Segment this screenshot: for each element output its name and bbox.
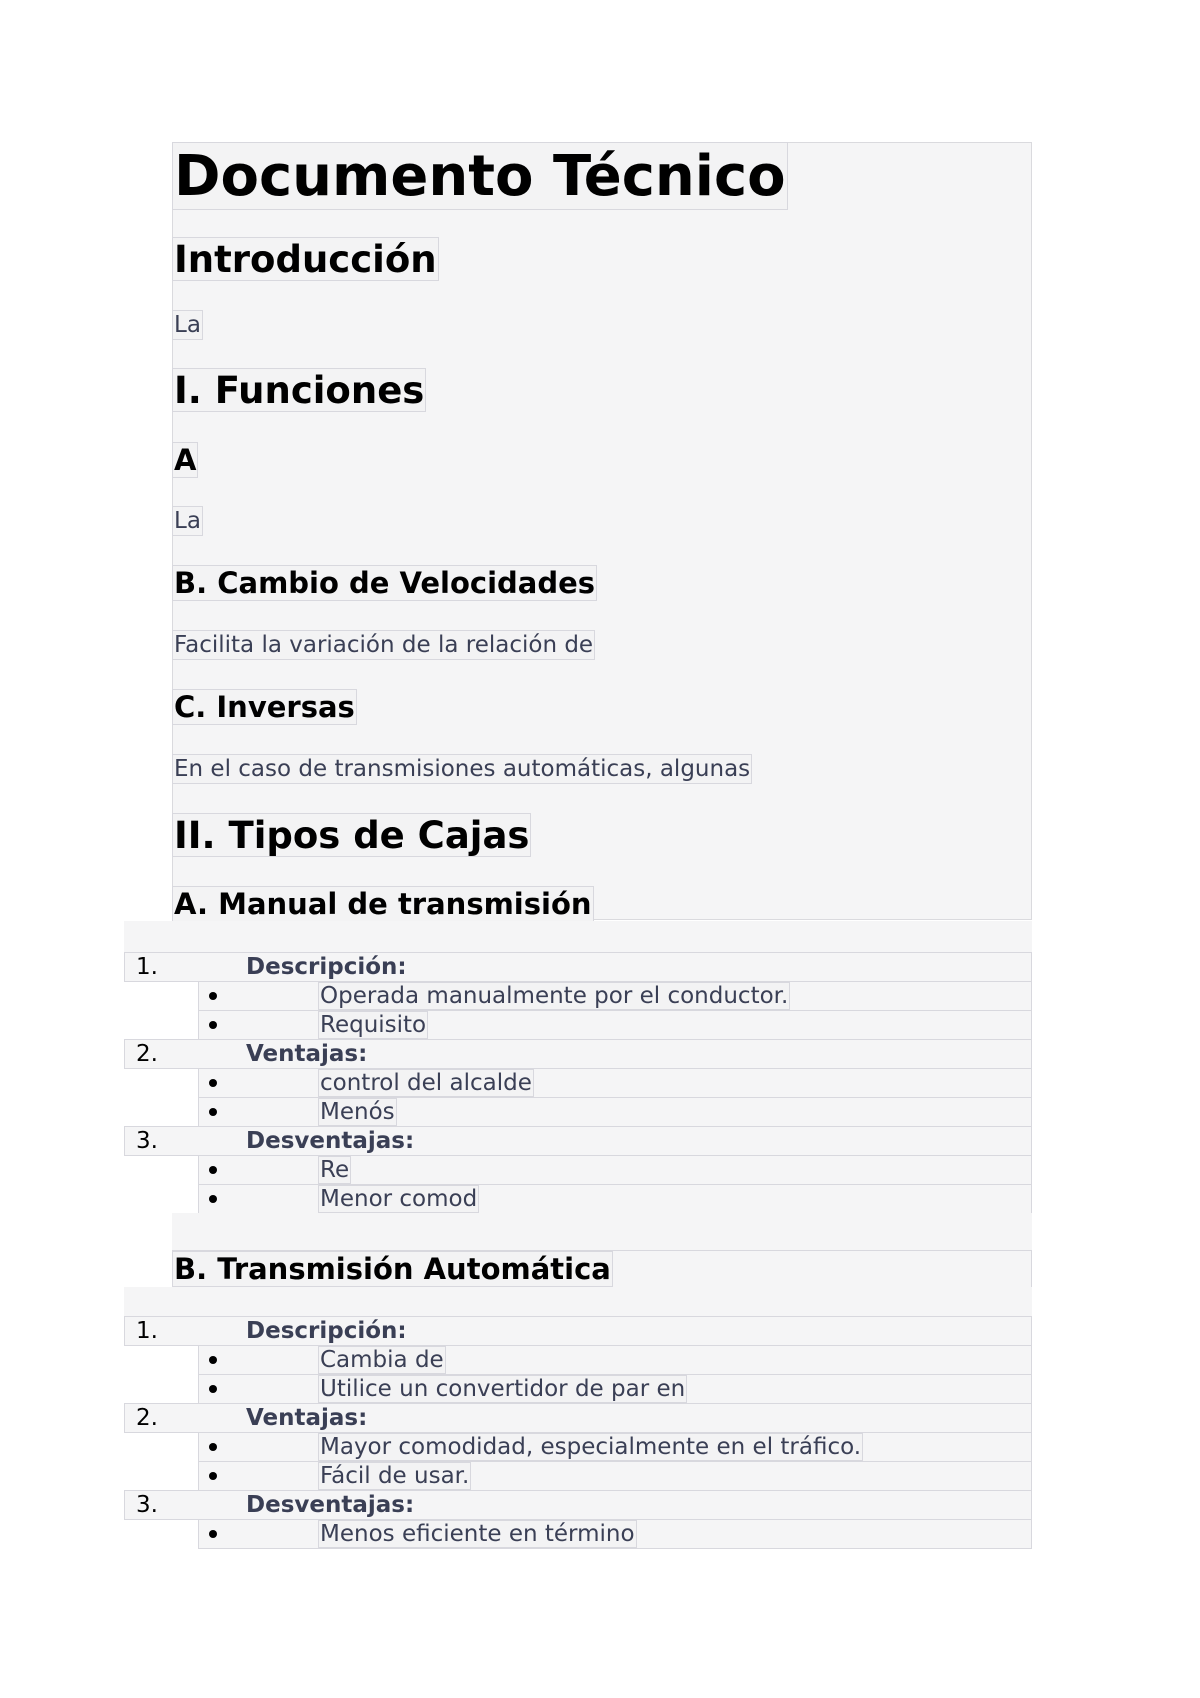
sub-a-text: La (174, 508, 201, 534)
sub-c-heading: C. Inversas (174, 690, 355, 724)
bullet-text: Menós (320, 1099, 395, 1125)
bullet-icon (209, 1079, 217, 1087)
bullet-icon (209, 1385, 217, 1393)
bullet-text: Re (320, 1157, 350, 1183)
list-label: Desventajas: (246, 1492, 415, 1518)
list-label: Desventajas: (246, 1128, 415, 1154)
bullet-icon (209, 1356, 217, 1364)
list-number: 3. (136, 1492, 158, 1518)
list-number: 2. (136, 1041, 158, 1067)
bullet-icon (209, 1195, 217, 1203)
auto-heading-band (172, 1213, 1032, 1251)
bullet-icon (209, 1443, 217, 1451)
auto-heading: B. Transmisión Automática (174, 1252, 611, 1286)
bullet-icon (209, 1166, 217, 1174)
bullet-text: Utilice un convertidor de par en (320, 1376, 686, 1402)
bullet-icon (209, 1472, 217, 1480)
sub-a-heading: A (174, 443, 197, 477)
bullet-text: Menor comod (320, 1186, 478, 1212)
list-label: Descripción: (246, 954, 407, 980)
bullet-text: control del alcalde (320, 1070, 532, 1096)
list-number: 1. (136, 954, 158, 980)
manual-list-band (124, 921, 1032, 953)
bullet-text: Operada manualmente por el conductor. (320, 983, 789, 1009)
list-number: 2. (136, 1405, 158, 1431)
section2-heading: II. Tipos de Cajas (174, 814, 530, 857)
bullet-text: Requisito (320, 1012, 427, 1038)
list-label: Descripción: (246, 1318, 407, 1344)
document-title: Documento Técnico (174, 144, 786, 209)
sub-b-text: Facilita la variación de la relación de (174, 632, 594, 658)
bullet-icon (209, 1108, 217, 1116)
bullet-icon (209, 992, 217, 1000)
list-number: 1. (136, 1318, 158, 1344)
intro-heading: Introducción (174, 238, 437, 281)
list-label: Ventajas: (246, 1405, 368, 1431)
sub-b-heading: B. Cambio de Velocidades (174, 566, 596, 600)
bullet-text: Fácil de usar. (320, 1463, 470, 1489)
bullet-icon (209, 1021, 217, 1029)
bullet-text: Cambia de (320, 1347, 444, 1373)
sub-c-text: En el caso de transmisiones automáticas, algunas (174, 756, 751, 782)
section1-heading: I. Funciones (174, 369, 425, 412)
manual-heading: A. Manual de transmisión (174, 887, 592, 921)
list-number: 3. (136, 1128, 158, 1154)
intro-text: La (174, 312, 201, 338)
bullet-icon (209, 1530, 217, 1538)
bullet-text: Mayor comodidad, especialmente en el tráfico. (320, 1434, 862, 1460)
auto-list-band (124, 1287, 1032, 1317)
list-label: Ventajas: (246, 1041, 368, 1067)
bullet-text: Menos eficiente en término (320, 1521, 635, 1547)
